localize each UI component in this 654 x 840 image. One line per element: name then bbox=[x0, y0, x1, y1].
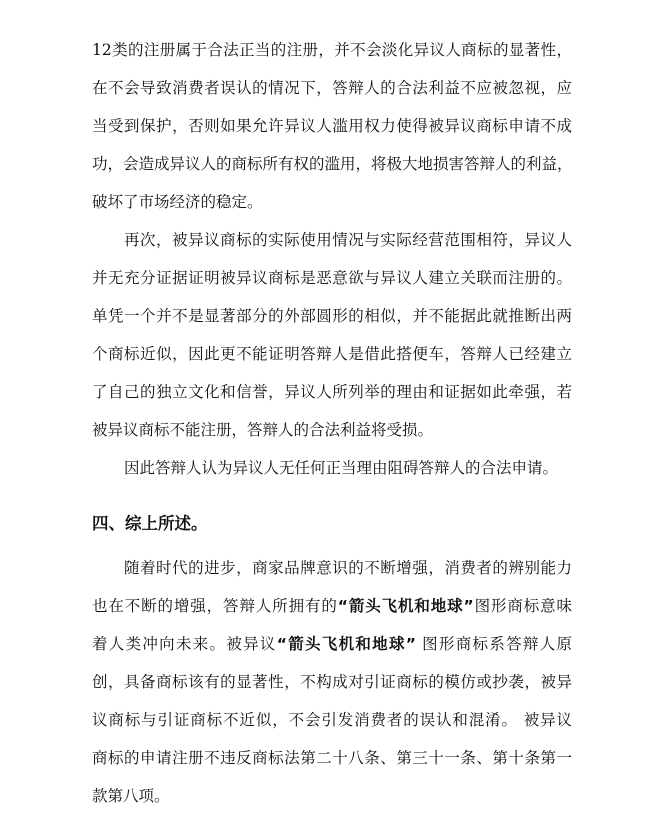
paragraph-line: 因此答辩人认为异议人无任何正当理由阻碍答辩人的合法申请。 bbox=[124, 459, 559, 477]
trademark-name: “箭头飞机和地球” bbox=[337, 597, 474, 615]
text-segment: 图形商标系答辩人原 bbox=[415, 635, 572, 653]
paragraph-line: 创，具备商标该有的显著性，不构成对引证商标的模仿或抄袭，被异 bbox=[92, 673, 572, 691]
paragraph-line bbox=[92, 634, 572, 654]
paragraph-line: 议商标与引证商标不近似，不会引发消费者的误认和混淆。 被异议 bbox=[92, 711, 572, 729]
paragraph-line: 随着时代的进步，商家品牌意识的不断增强，消费者的辨别能力 bbox=[124, 559, 572, 577]
section-heading: 四、综上所述。 bbox=[92, 514, 208, 533]
paragraph-line: 商标的申请注册不违反商标法第二十八条、第三十一条、第十条第一 bbox=[92, 749, 572, 767]
trademark-name: “箭头飞机和地球” bbox=[276, 635, 416, 653]
paragraph-line: 12类的注册属于合法正当的注册，并不会淡化异议人商标的显著性， bbox=[92, 41, 572, 59]
paragraph-line bbox=[92, 596, 572, 616]
text-segment: 也在不断的增强，答辩人所拥有的 bbox=[92, 597, 338, 615]
paragraph-line: 单凭一个并不是显著部分的外部圆形的相似，并不能据此就推断出两 bbox=[92, 307, 572, 325]
paragraph-line: 了自己的独立文化和信誉，异议人所列举的理由和证据如此牵强，若 bbox=[92, 383, 572, 401]
paragraph-line: 款第八项。 bbox=[92, 787, 170, 805]
paragraph-line: 功，会造成异议人的商标所有权的滥用，将极大地损害答辩人的利益， bbox=[92, 155, 573, 173]
paragraph-line: 再次，被异议商标的实际使用情况与实际经营范围相符，异议人 bbox=[124, 231, 572, 249]
paragraph-line: 当受到保护，否则如果允许异议人滥用权力使得被异议商标申请不成 bbox=[92, 117, 572, 135]
paragraph-line: 并无充分证据证明被异议商标是恶意欲与异议人建立关联而注册的。 bbox=[92, 269, 572, 287]
paragraph-line: 被异议商标不能注册，答辩人的合法利益将受损。 bbox=[92, 421, 434, 439]
paragraph-line: 在不会导致消费者误认的情况下，答辩人的合法利益不应被忽视，应 bbox=[92, 79, 572, 97]
text-segment: 着人类冲向未来。被异议 bbox=[92, 635, 277, 653]
text-segment: 图形商标意味 bbox=[473, 597, 572, 615]
paragraph-line: 个商标近似，因此更不能证明答辩人是借此搭便车，答辩人已经建立 bbox=[92, 345, 572, 363]
paragraph-line: 破坏了市场经济的稳定。 bbox=[92, 193, 263, 211]
